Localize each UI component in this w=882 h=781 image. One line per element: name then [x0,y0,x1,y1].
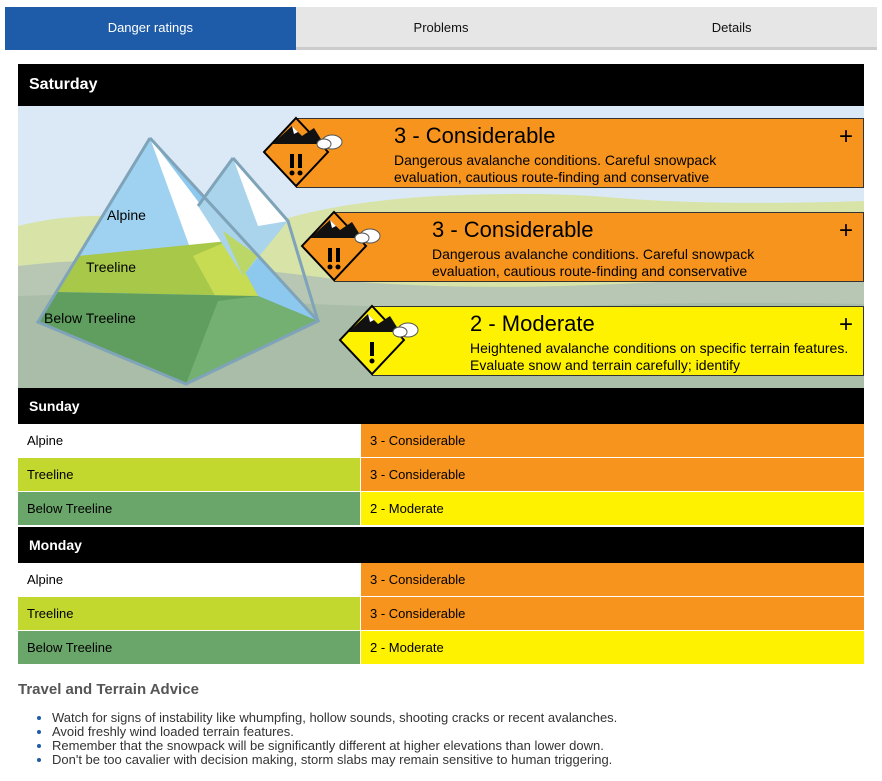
list-item: • Watch for signs of instability like whumpfing, hollow sounds, shooting cracks or recent avalanches. [52,711,872,725]
rating-cell: 2 - Moderate [360,631,864,664]
table-row [18,424,864,458]
elevation-label-treeline: Treeline [86,259,137,275]
table-row [18,492,864,526]
expand-plus-icon[interactable]: + [838,311,853,338]
day-header-saturday [18,64,864,106]
sunday-rating-table [18,424,864,526]
rating-cell: 3 - Considerable [360,458,864,491]
list-item: • Avoid freshly wind loaded terrain features. [52,725,872,739]
rating-card-alpine[interactable] [296,118,864,188]
rating-cell: 3 - Considerable [360,424,864,457]
day-label: Sunday [29,398,80,414]
table-row [18,563,864,597]
day-label: Monday [29,537,82,553]
table-row [18,631,864,665]
day-header-monday [18,527,864,563]
rating-description: Dangerous avalanche conditions. Careful snowpack evaluation, cautious route-finding and conservative [432,246,755,279]
rating-cell: 3 - Considerable [360,563,864,596]
elevation-label-below-treeline: Below Treeline [44,310,136,326]
tab-danger-ratings[interactable]: Danger ratings [5,7,296,50]
day-header-sunday [18,388,864,424]
elevation-cell: Treeline [18,597,360,630]
elevation-cell: Below Treeline [18,631,360,664]
list-item: • Remember that the snowpack will be significantly different at higher elevations than lower down. [52,739,872,753]
table-row [18,597,864,631]
elevation-cell: Alpine [18,563,360,596]
moderate-danger-icon [338,302,424,376]
tab-problems[interactable]: Problems [296,7,587,50]
considerable-danger-icon [262,114,348,188]
elevation-cell: Alpine [18,424,360,457]
considerable-danger-icon [300,208,386,282]
expand-plus-icon[interactable]: + [838,217,853,244]
tab-details[interactable]: Details [586,7,877,50]
elevation-illustration [18,106,864,388]
monday-rating-table [18,563,864,665]
rating-description: Dangerous avalanche conditions. Careful snowpack evaluation, cautious route-finding and conservative [394,152,717,185]
rating-card-below-treeline[interactable] [372,306,864,376]
day-label: Saturday [29,76,98,93]
elevation-cell: Below Treeline [18,492,360,525]
table-row [18,458,864,492]
rating-title: 3 - Considerable [394,123,556,148]
rating-title: 3 - Considerable [432,217,594,242]
rating-title: 2 - Moderate [470,311,595,336]
rating-card-treeline[interactable] [334,212,864,282]
rating-description: Heightened avalanche conditions on specific terrain features. Evaluate snow and terrain carefully; identify [470,340,849,373]
advice-list [34,711,872,767]
tab-bar [5,7,877,50]
rating-cell: 3 - Considerable [360,597,864,630]
list-item: • Don't be too cavalier with decision making, storm slabs may remain sensitive to human triggering. [52,753,872,767]
elevation-label-alpine: Alpine [107,207,146,223]
elevation-cell: Treeline [18,458,360,491]
rating-cell: 2 - Moderate [360,492,864,525]
advice-heading: Travel and Terrain Advice [18,681,199,698]
expand-plus-icon[interactable]: + [838,123,853,150]
